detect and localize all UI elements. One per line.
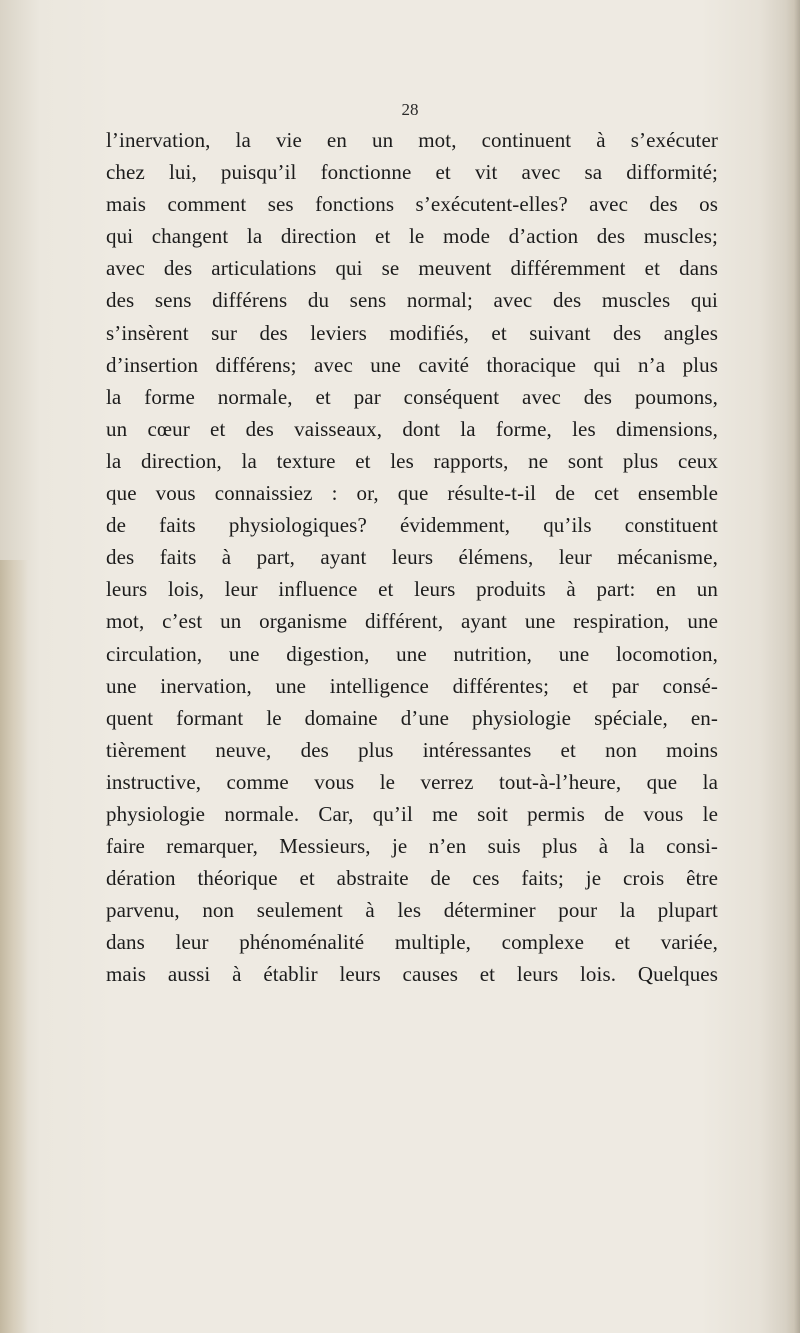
text-line: circulation, une digestion, une nutrition, une locomotion, bbox=[106, 641, 718, 666]
text-line: dération théorique et abstraite de ces faits; je crois être bbox=[106, 866, 718, 891]
text-line: instructive, comme vous le verrez tout-à-l’heure, que la bbox=[106, 769, 718, 794]
text-line: la forme normale, et par conséquent avec des poumons, bbox=[106, 384, 718, 409]
text-line: quent formant le domaine d’une physiologie spéciale, en- bbox=[106, 705, 718, 730]
body-text bbox=[106, 124, 718, 991]
text-line: un cœur et des vaisseaux, dont la forme, les dimensions, bbox=[106, 416, 718, 441]
text-line: dans leur phénoménalité multiple, complexe et variée, bbox=[106, 930, 718, 955]
text-line: une inervation, une intelligence différentes; et par consé- bbox=[106, 673, 718, 698]
text-line: physiologie normale. Car, qu’il me soit permis de vous le bbox=[106, 801, 718, 826]
text-line: mot, c’est un organisme différent, ayant une respiration, une bbox=[106, 609, 718, 634]
text-line: s’insèrent sur des leviers modifiés, et suivant des angles bbox=[106, 320, 718, 345]
text-line: parvenu, non seulement à les déterminer pour la plupart bbox=[106, 898, 718, 923]
text-line: leurs lois, leur influence et leurs produits à part: en un bbox=[106, 577, 718, 602]
text-line: la direction, la texture et les rapports, ne sont plus ceux bbox=[106, 448, 718, 473]
text-line: de faits physiologiques? évidemment, qu’ils constituent bbox=[106, 513, 718, 538]
text-line: faire remarquer, Messieurs, je n’en suis plus à la consi- bbox=[106, 834, 718, 859]
text-line: tièrement neuve, des plus intéressantes et non moins bbox=[106, 737, 718, 762]
text-line: l’inervation, la vie en un mot, continuent à s’exécuter bbox=[106, 128, 718, 152]
text-line: d’insertion différens; avec une cavité thoracique qui n’a plus bbox=[106, 352, 718, 377]
text-line: que vous connaissiez : or, que résulte-t-il de cet ensemble bbox=[106, 481, 718, 506]
text-line: mais comment ses fonctions s’exécutent-elles? avec des os bbox=[106, 192, 718, 217]
page-edge-shadow-left bbox=[0, 560, 28, 1333]
text-line: avec des articulations qui se meuvent différemment et dans bbox=[106, 256, 718, 281]
text-line: mais aussi à établir leurs causes et leurs lois. Quelques bbox=[106, 962, 718, 987]
page-number: 28 bbox=[401, 100, 419, 119]
text-line: qui changent la direction et le mode d’action des muscles; bbox=[106, 224, 718, 249]
text-line: des faits à part, ayant leurs élémens, leur mécanisme, bbox=[106, 545, 718, 570]
text-line: chez lui, puisqu’il fonctionne et vit avec sa difformité; bbox=[106, 160, 718, 185]
text-line: des sens différens du sens normal; avec des muscles qui bbox=[106, 288, 718, 313]
page-edge-shadow-right bbox=[786, 0, 800, 1333]
